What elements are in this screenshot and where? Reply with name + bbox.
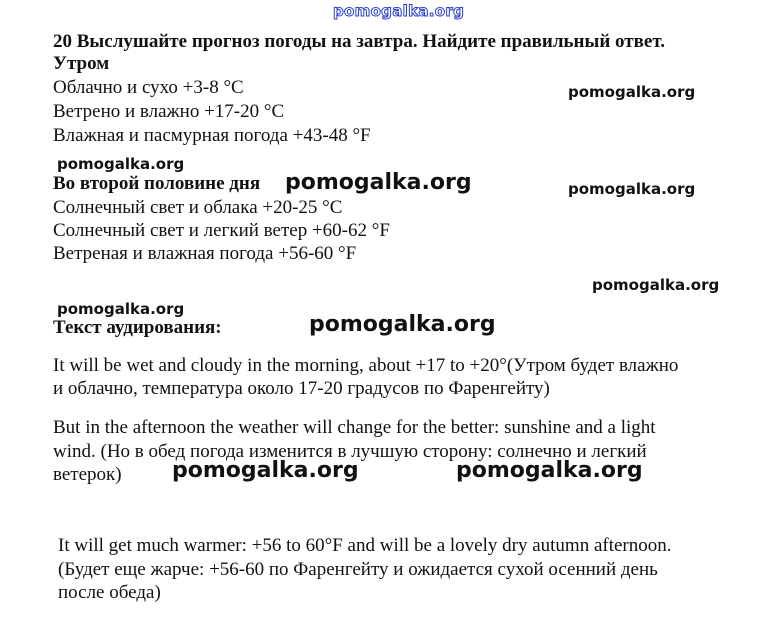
watermark: pomogalka.org <box>456 458 643 483</box>
watermark: pomogalka.org <box>568 83 696 101</box>
morning-option-2: Ветрено и влажно +17-20 °C <box>53 101 285 122</box>
transcript-heading: Текст аудирования: <box>53 317 222 338</box>
watermark-top: pomogalka.org <box>333 2 465 20</box>
watermark: pomogalka.org <box>57 155 185 173</box>
transcript-p1-line2: и облачно, температура около 17-20 градусов по Фаренгейту) <box>53 378 550 399</box>
watermark: pomogalka.org <box>568 180 696 198</box>
afternoon-option-3: Ветреная и влажная погода +56-60 °F <box>53 243 357 264</box>
transcript-p3-line3: после обеда) <box>58 582 161 603</box>
afternoon-heading: Во второй половине дня <box>53 173 261 194</box>
transcript-p3-line1: It will get much warmer: +56 to 60°F and will be a lovely dry autumn afternoon. <box>58 535 672 556</box>
morning-option-1: Облачно и сухо +3-8 °C <box>53 77 244 98</box>
morning-heading: Утром <box>53 53 110 74</box>
watermark: pomogalka.org <box>592 276 720 294</box>
watermark: pomogalka.org <box>285 170 472 195</box>
watermark: pomogalka.org <box>309 312 496 337</box>
afternoon-option-1: Солнечный свет и облака +20-25 °C <box>53 197 343 218</box>
task-title: 20 Выслушайте прогноз погоды на завтра. Найдите правильный ответ. <box>53 31 665 52</box>
transcript-p2-line2: wind. (Но в обед погода изменится в лучшую сторону: солнечно и легкий <box>53 441 647 462</box>
transcript-p1-line1: It will be wet and cloudy in the morning, about +17 to +20°(Утром будет влажно <box>53 355 679 376</box>
watermark: pomogalka.org <box>172 458 359 483</box>
morning-option-3: Влажная и пасмурная погода +43-48 °F <box>53 125 371 146</box>
watermark: pomogalka.org <box>57 300 185 318</box>
transcript-p2-line3: ветерок) <box>53 464 122 485</box>
afternoon-option-2: Солнечный свет и легкий ветер +60-62 °F <box>53 220 390 241</box>
transcript-p3-line2: (Будет еще жарче: +56-60 по Фаренгейту и ожидается сухой осенний день <box>58 559 658 580</box>
transcript-p2-line1: But in the afternoon the weather will change for the better: sunshine and a light <box>53 417 656 438</box>
